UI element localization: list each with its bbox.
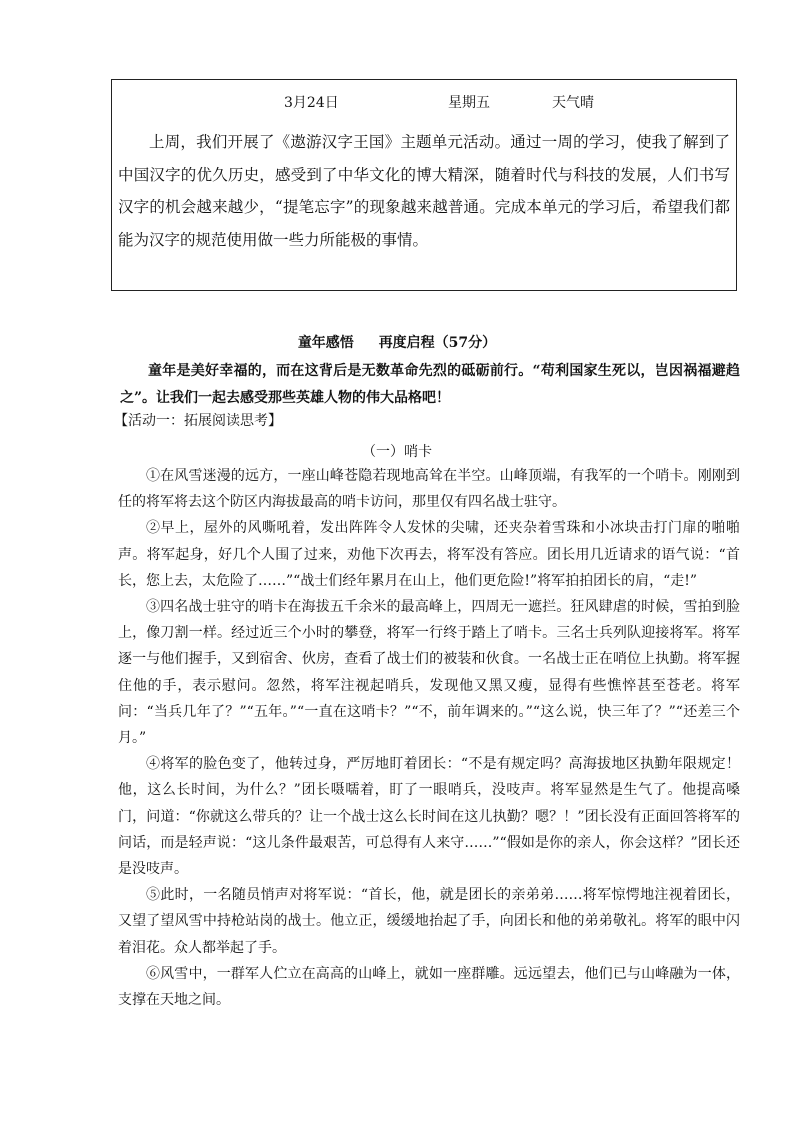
paragraph: ④将军的脸色变了，他转过身，严厉地盯着团长：“不是有规定吗？高海拔地区执勤年限规定！他，这么长时间，为什么？”团长嗫嚅着，盯了一眼哨兵，没吱声。将军显然是生气了。他提高嗓门，问道：“你就这么带兵的？让一个战士这么长时间在这儿执勤？嗯？！”团长没有正面回答将军的问话，而是轻声说：“这儿条件最艰苦，可总得有人来守……”“假如是你的亲人，你会这样？”团长还是没吱声。 <box>118 756 740 878</box>
diary-text: 上周，我们开展了《遨游汉字王国》主题单元活动。通过一周的学习，使我了解到了中国汉字的优久历史，感受到了中华文化的博大精深，随着时代与科技的发展，人们书写汉字的机会越来越少，“提笔忘字”的现象越来越普通。完成本单元的学习后，希望我们都能为汉字的规范使用做一些力所能极的事情。 <box>118 133 730 249</box>
paragraph: ②早上，屋外的风嘶吼着，发出阵阵令人发怵的尖啸，还夹杂着雪珠和小冰块击打门扉的啪啪声。将军起身，好几个人围了过来，劝他下次再去，将军没有答应。团长用几近请求的语气说：“首长，您上去，太危险了……”“战士们经年累月在山上，他们更危险!”将军拍拍团长的肩，“走!” <box>118 520 740 589</box>
activity-heading: 【活动一：拓展阅读思考】 <box>114 413 282 429</box>
section-title <box>0 332 794 352</box>
paragraph: ⑥风雪中，一群军人伫立在高高的山峰上，就如一座群雕。远远望去，他们已与山峰融为一体，支撑在天地之间。 <box>118 965 740 1009</box>
article-body <box>118 463 740 1013</box>
section-intro: 童年是美好幸福的，而在这背后是无数革命先烈的砥砺前行。“苟利国家生死以，岂因祸福避趋之”。让我们一起去感受那些英雄人物的伟大品格吧！ <box>120 363 740 406</box>
paragraph: ①在风雪迷漫的远方，一座山峰苍隐若现地高耸在半空。山峰顶端，有我军的一个哨卡。刚刚到任的将军将去这个防区内海拔最高的哨卡访问，那里仅有四名战士驻守。 <box>118 468 740 511</box>
paragraph: ③四名战士驻守的哨卡在海拔五千余米的最高峰上，四周无一遮拦。狂风肆虐的时候，雪拍到脸上，像刀割一样。经过近三个小时的攀登，将军一行终于踏上了哨卡。三名士兵列队迎接将军。将军逐一与他们握手，又到宿舍、伙房，查看了战士们的被装和伙食。一名战士正在哨位上执勤。将军握住他的手，表示慰问。忽然，将军注视起哨兵，发现他又黑又瘦，显得有些憔悴甚至苍老。将军问：“当兵几年了？”“五年。”“一直在这哨卡？”“不，前年调来的。”“这么说，快三年了？”“还差三个月。” <box>118 599 740 747</box>
diary-box <box>111 79 737 291</box>
diary-date: 3月24日 <box>284 95 339 111</box>
diary-weekday: 星期五 <box>448 95 490 111</box>
diary-weather: 天气晴 <box>552 95 594 111</box>
paragraph: ⑤此时，一名随员悄声对将军说：“首长，他，就是团长的亲弟弟……将军惊愕地注视着团长，又望了望风雪中持枪站岗的战士。他立正，缓缓地抬起了手，向团长和他的弟弟敬礼。将军的眼中闪着泪花。众人都举起了手。 <box>118 887 740 956</box>
article-title: （一）哨卡 <box>362 444 432 460</box>
section-title-right: 再度启程（57分） <box>378 335 497 351</box>
diary-header <box>112 92 736 116</box>
section-title-left: 童年感悟 <box>297 335 354 351</box>
